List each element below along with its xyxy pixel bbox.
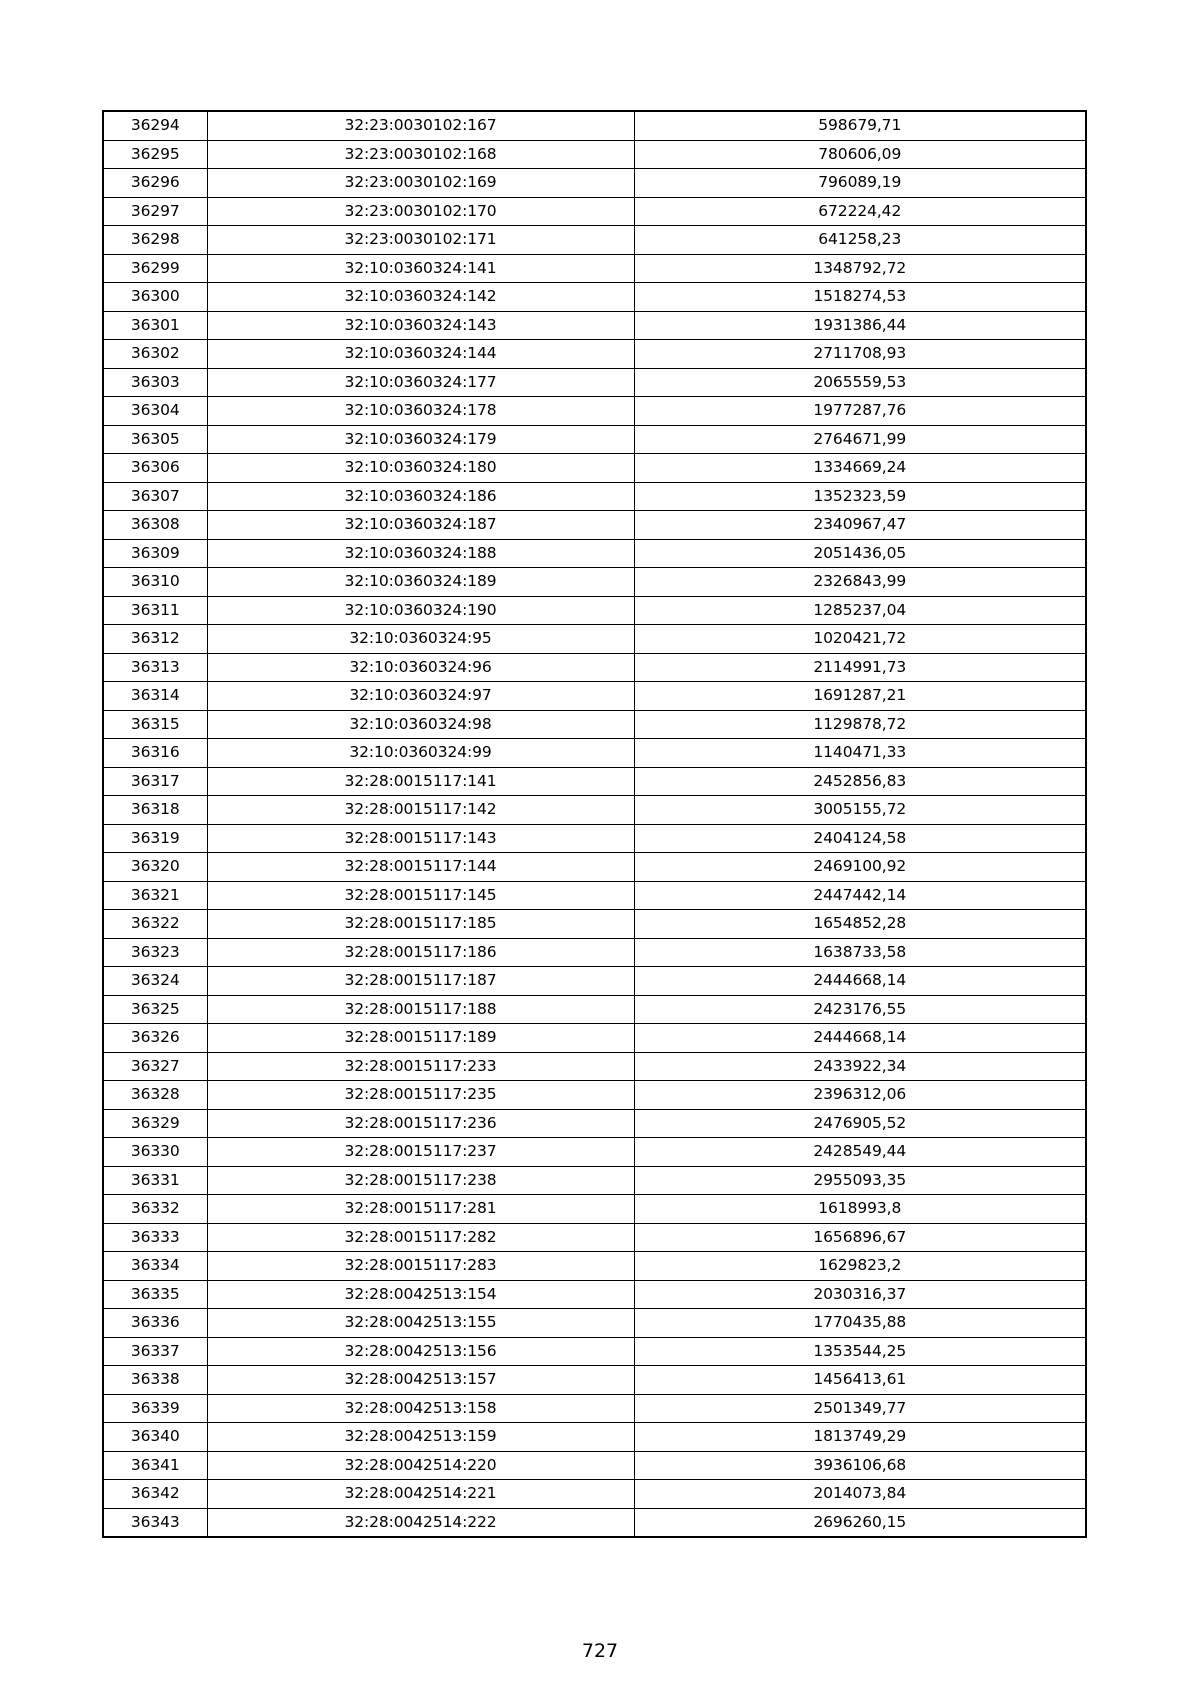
row-number-cell: 36301 (103, 311, 207, 340)
table-row (103, 1451, 1086, 1480)
value-cell: 2711708,93 (634, 340, 1086, 369)
row-number-cell: 36310 (103, 568, 207, 597)
row-number-cell: 36311 (103, 596, 207, 625)
cadastral-number-cell: 32:28:0015117:145 (207, 881, 634, 910)
row-number-cell: 36326 (103, 1024, 207, 1053)
value-cell: 2428549,44 (634, 1138, 1086, 1167)
cadastral-number-cell: 32:28:0015117:281 (207, 1195, 634, 1224)
row-number-cell: 36312 (103, 625, 207, 654)
row-number-cell: 36341 (103, 1451, 207, 1480)
row-number-cell: 36318 (103, 796, 207, 825)
table-row (103, 1109, 1086, 1138)
row-number-cell: 36307 (103, 482, 207, 511)
row-number-cell: 36296 (103, 169, 207, 198)
value-cell: 2955093,35 (634, 1166, 1086, 1195)
value-cell: 1813749,29 (634, 1423, 1086, 1452)
table-row (103, 1309, 1086, 1338)
row-number-cell: 36323 (103, 938, 207, 967)
cadastral-number-cell: 32:28:0042513:159 (207, 1423, 634, 1452)
row-number-cell: 36303 (103, 368, 207, 397)
cadastral-number-cell: 32:10:0360324:189 (207, 568, 634, 597)
cadastral-number-cell: 32:10:0360324:179 (207, 425, 634, 454)
value-cell: 1285237,04 (634, 596, 1086, 625)
row-number-cell: 36306 (103, 454, 207, 483)
value-cell: 1770435,88 (634, 1309, 1086, 1338)
cadastral-number-cell: 32:10:0360324:187 (207, 511, 634, 540)
value-cell: 1140471,33 (634, 739, 1086, 768)
value-cell: 2326843,99 (634, 568, 1086, 597)
table-row (103, 910, 1086, 939)
cadastral-number-cell: 32:10:0360324:190 (207, 596, 634, 625)
table-row (103, 482, 1086, 511)
value-cell: 672224,42 (634, 197, 1086, 226)
value-cell: 598679,71 (634, 111, 1086, 140)
table-row (103, 1337, 1086, 1366)
table-row (103, 254, 1086, 283)
cadastral-number-cell: 32:28:0015117:185 (207, 910, 634, 939)
cadastral-number-cell: 32:10:0360324:98 (207, 710, 634, 739)
cadastral-number-cell: 32:23:0030102:169 (207, 169, 634, 198)
cadastral-number-cell: 32:10:0360324:97 (207, 682, 634, 711)
table-row (103, 1081, 1086, 1110)
table-row (103, 425, 1086, 454)
value-cell: 2469100,92 (634, 853, 1086, 882)
value-cell: 1931386,44 (634, 311, 1086, 340)
cadastral-number-cell: 32:10:0360324:177 (207, 368, 634, 397)
cadastral-number-cell: 32:10:0360324:186 (207, 482, 634, 511)
row-number-cell: 36336 (103, 1309, 207, 1338)
table-row (103, 311, 1086, 340)
row-number-cell: 36342 (103, 1480, 207, 1509)
value-cell: 1129878,72 (634, 710, 1086, 739)
value-cell: 1656896,67 (634, 1223, 1086, 1252)
row-number-cell: 36337 (103, 1337, 207, 1366)
value-cell: 2423176,55 (634, 995, 1086, 1024)
value-cell: 1020421,72 (634, 625, 1086, 654)
cadastral-number-cell: 32:28:0015117:238 (207, 1166, 634, 1195)
table-body (103, 111, 1086, 1537)
row-number-cell: 36297 (103, 197, 207, 226)
cadastral-number-cell: 32:23:0030102:167 (207, 111, 634, 140)
table-row (103, 796, 1086, 825)
cadastral-number-cell: 32:10:0360324:188 (207, 539, 634, 568)
cadastral-number-cell: 32:28:0015117:144 (207, 853, 634, 882)
value-cell: 1691287,21 (634, 682, 1086, 711)
row-number-cell: 36338 (103, 1366, 207, 1395)
table-row (103, 653, 1086, 682)
table-row (103, 1252, 1086, 1281)
table-row (103, 1195, 1086, 1224)
value-cell: 2501349,77 (634, 1394, 1086, 1423)
row-number-cell: 36319 (103, 824, 207, 853)
cadastral-number-cell: 32:28:0042513:156 (207, 1337, 634, 1366)
table-row (103, 938, 1086, 967)
cadastral-number-cell: 32:28:0042514:222 (207, 1508, 634, 1537)
row-number-cell: 36315 (103, 710, 207, 739)
table-row (103, 568, 1086, 597)
value-cell: 1629823,2 (634, 1252, 1086, 1281)
row-number-cell: 36325 (103, 995, 207, 1024)
table-row (103, 1394, 1086, 1423)
row-number-cell: 36317 (103, 767, 207, 796)
value-cell: 2764671,99 (634, 425, 1086, 454)
value-cell: 1353544,25 (634, 1337, 1086, 1366)
row-number-cell: 36302 (103, 340, 207, 369)
table-row (103, 140, 1086, 169)
data-table (102, 110, 1087, 1538)
cadastral-number-cell: 32:28:0042514:220 (207, 1451, 634, 1480)
cadastral-number-cell: 32:10:0360324:99 (207, 739, 634, 768)
cadastral-number-cell: 32:10:0360324:141 (207, 254, 634, 283)
row-number-cell: 36335 (103, 1280, 207, 1309)
value-cell: 2476905,52 (634, 1109, 1086, 1138)
row-number-cell: 36339 (103, 1394, 207, 1423)
cadastral-number-cell: 32:10:0360324:143 (207, 311, 634, 340)
value-cell: 2452856,83 (634, 767, 1086, 796)
table-row (103, 967, 1086, 996)
table-row (103, 881, 1086, 910)
value-cell: 780606,09 (634, 140, 1086, 169)
row-number-cell: 36300 (103, 283, 207, 312)
table-row (103, 397, 1086, 426)
table-row (103, 1024, 1086, 1053)
cadastral-number-cell: 32:28:0015117:186 (207, 938, 634, 967)
value-cell: 1654852,28 (634, 910, 1086, 939)
table-row (103, 1223, 1086, 1252)
row-number-cell: 36333 (103, 1223, 207, 1252)
table-row (103, 1166, 1086, 1195)
cadastral-number-cell: 32:28:0015117:282 (207, 1223, 634, 1252)
row-number-cell: 36330 (103, 1138, 207, 1167)
row-number-cell: 36340 (103, 1423, 207, 1452)
table-row (103, 340, 1086, 369)
row-number-cell: 36334 (103, 1252, 207, 1281)
value-cell: 1618993,8 (634, 1195, 1086, 1224)
table-row (103, 1138, 1086, 1167)
table-row (103, 111, 1086, 140)
value-cell: 2340967,47 (634, 511, 1086, 540)
table-row (103, 853, 1086, 882)
table-row (103, 1280, 1086, 1309)
table-row (103, 368, 1086, 397)
table-row (103, 767, 1086, 796)
cadastral-number-cell: 32:10:0360324:180 (207, 454, 634, 483)
value-cell: 1348792,72 (634, 254, 1086, 283)
cadastral-number-cell: 32:10:0360324:95 (207, 625, 634, 654)
value-cell: 1334669,24 (634, 454, 1086, 483)
cadastral-number-cell: 32:28:0042514:221 (207, 1480, 634, 1509)
cadastral-number-cell: 32:23:0030102:171 (207, 226, 634, 255)
value-cell: 1456413,61 (634, 1366, 1086, 1395)
cadastral-number-cell: 32:28:0042513:157 (207, 1366, 634, 1395)
row-number-cell: 36328 (103, 1081, 207, 1110)
cadastral-number-cell: 32:28:0015117:236 (207, 1109, 634, 1138)
cadastral-number-cell: 32:10:0360324:142 (207, 283, 634, 312)
row-number-cell: 36305 (103, 425, 207, 454)
row-number-cell: 36331 (103, 1166, 207, 1195)
cadastral-number-cell: 32:28:0042513:158 (207, 1394, 634, 1423)
row-number-cell: 36316 (103, 739, 207, 768)
table-row (103, 596, 1086, 625)
row-number-cell: 36304 (103, 397, 207, 426)
table-row (103, 625, 1086, 654)
table-row (103, 283, 1086, 312)
cadastral-number-cell: 32:28:0015117:235 (207, 1081, 634, 1110)
table-row (103, 1423, 1086, 1452)
row-number-cell: 36313 (103, 653, 207, 682)
cadastral-number-cell: 32:28:0015117:188 (207, 995, 634, 1024)
table-row (103, 511, 1086, 540)
value-cell: 3005155,72 (634, 796, 1086, 825)
cadastral-number-cell: 32:10:0360324:178 (207, 397, 634, 426)
cadastral-number-cell: 32:28:0015117:237 (207, 1138, 634, 1167)
cadastral-number-cell: 32:10:0360324:144 (207, 340, 634, 369)
value-cell: 2433922,34 (634, 1052, 1086, 1081)
row-number-cell: 36298 (103, 226, 207, 255)
value-cell: 2114991,73 (634, 653, 1086, 682)
value-cell: 1977287,76 (634, 397, 1086, 426)
value-cell: 2030316,37 (634, 1280, 1086, 1309)
table-row (103, 169, 1086, 198)
cadastral-number-cell: 32:28:0015117:142 (207, 796, 634, 825)
value-cell: 2396312,06 (634, 1081, 1086, 1110)
value-cell: 2444668,14 (634, 1024, 1086, 1053)
row-number-cell: 36294 (103, 111, 207, 140)
cadastral-number-cell: 32:28:0015117:143 (207, 824, 634, 853)
value-cell: 2065559,53 (634, 368, 1086, 397)
table-row (103, 454, 1086, 483)
value-cell: 1352323,59 (634, 482, 1086, 511)
cadastral-number-cell: 32:28:0042513:154 (207, 1280, 634, 1309)
value-cell: 641258,23 (634, 226, 1086, 255)
row-number-cell: 36308 (103, 511, 207, 540)
value-cell: 3936106,68 (634, 1451, 1086, 1480)
cadastral-number-cell: 32:28:0042513:155 (207, 1309, 634, 1338)
table-row (103, 710, 1086, 739)
value-cell: 2014073,84 (634, 1480, 1086, 1509)
cadastral-number-cell: 32:10:0360324:96 (207, 653, 634, 682)
row-number-cell: 36320 (103, 853, 207, 882)
row-number-cell: 36343 (103, 1508, 207, 1537)
row-number-cell: 36299 (103, 254, 207, 283)
table-row (103, 539, 1086, 568)
row-number-cell: 36329 (103, 1109, 207, 1138)
cadastral-number-cell: 32:28:0015117:233 (207, 1052, 634, 1081)
table-row (103, 682, 1086, 711)
row-number-cell: 36327 (103, 1052, 207, 1081)
table-row (103, 824, 1086, 853)
table-row (103, 739, 1086, 768)
value-cell: 1638733,58 (634, 938, 1086, 967)
table-row (103, 226, 1086, 255)
value-cell: 2696260,15 (634, 1508, 1086, 1537)
value-cell: 796089,19 (634, 169, 1086, 198)
table-row (103, 197, 1086, 226)
value-cell: 2444668,14 (634, 967, 1086, 996)
page-number: 727 (581, 1640, 619, 1662)
table-row (103, 1508, 1086, 1537)
cadastral-number-cell: 32:23:0030102:168 (207, 140, 634, 169)
cadastral-number-cell: 32:28:0015117:283 (207, 1252, 634, 1281)
row-number-cell: 36321 (103, 881, 207, 910)
table-row (103, 995, 1086, 1024)
row-number-cell: 36324 (103, 967, 207, 996)
value-cell: 2447442,14 (634, 881, 1086, 910)
value-cell: 1518274,53 (634, 283, 1086, 312)
table-row (103, 1366, 1086, 1395)
table-row (103, 1052, 1086, 1081)
value-cell: 2051436,05 (634, 539, 1086, 568)
cadastral-number-cell: 32:28:0015117:187 (207, 967, 634, 996)
cadastral-number-cell: 32:23:0030102:170 (207, 197, 634, 226)
table-row (103, 1480, 1086, 1509)
value-cell: 2404124,58 (634, 824, 1086, 853)
row-number-cell: 36322 (103, 910, 207, 939)
row-number-cell: 36295 (103, 140, 207, 169)
cadastral-number-cell: 32:28:0015117:189 (207, 1024, 634, 1053)
cadastral-number-cell: 32:28:0015117:141 (207, 767, 634, 796)
row-number-cell: 36314 (103, 682, 207, 711)
row-number-cell: 36332 (103, 1195, 207, 1224)
row-number-cell: 36309 (103, 539, 207, 568)
